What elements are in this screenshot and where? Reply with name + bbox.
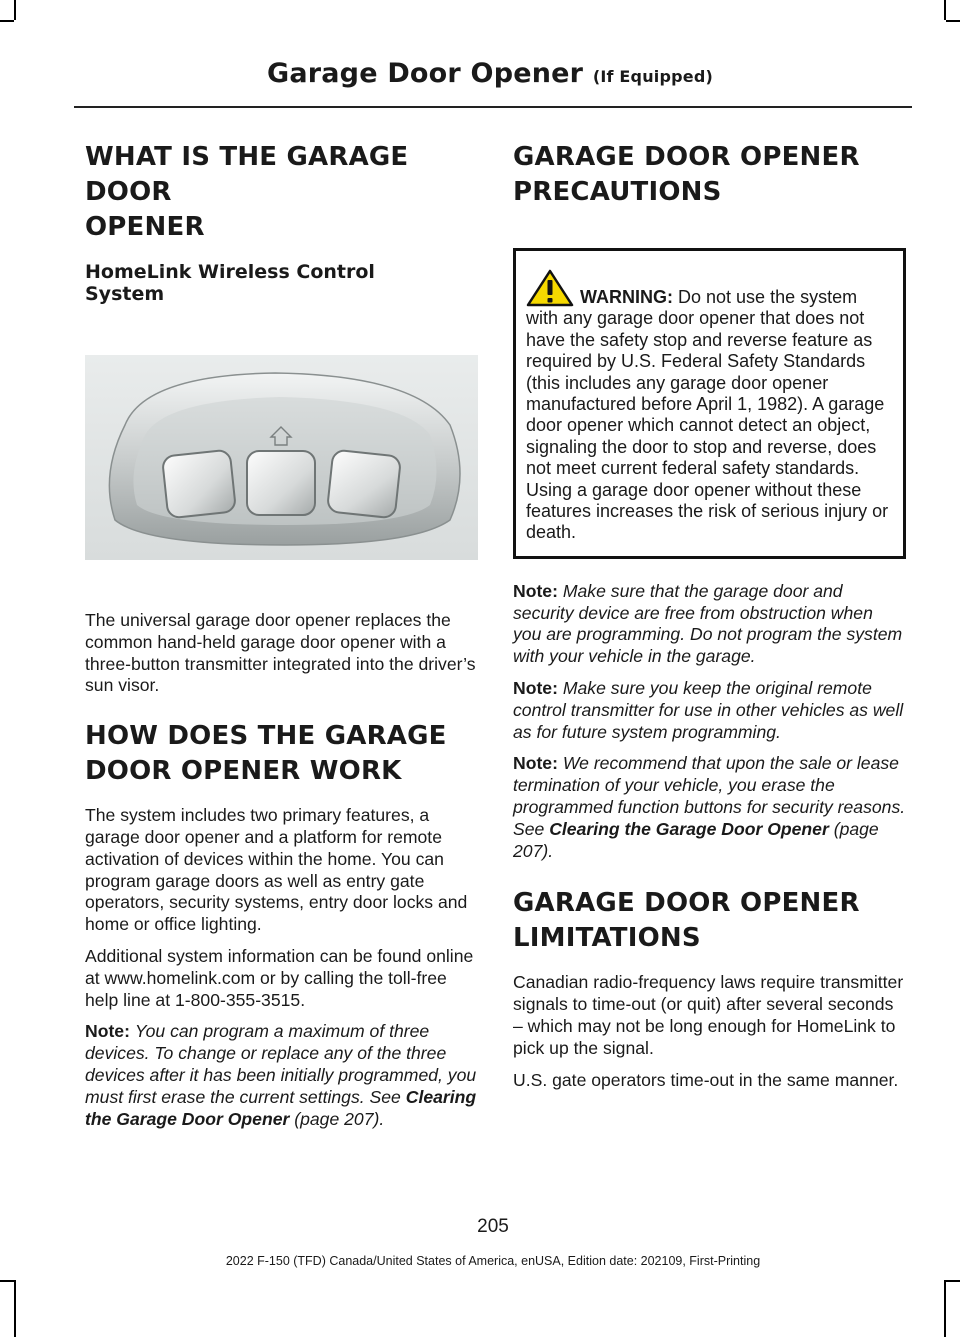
canadian-laws-paragraph: Canadian radio-frequency laws require transmitter signals to time-out (or quit) after several seconds – which may not be long enough for HomeLink to pick up the signal.	[513, 972, 904, 1058]
homelink-transmitter-figure	[85, 355, 478, 560]
warning-triangle-icon	[526, 269, 574, 307]
heading-line: WHAT IS THE GARAGE DOOR	[85, 142, 409, 207]
header-title-text: Garage Door Opener	[266, 58, 584, 89]
crop-mark	[944, 0, 946, 20]
cross-reference-link[interactable]: Clearing the Garage Door Opener	[549, 818, 829, 839]
note-erase-buttons	[513, 753, 906, 862]
warning-box	[513, 248, 906, 559]
warning-paragraph	[526, 269, 893, 544]
note-text: We recommend that upon the sale or lease termination of your vehicle, you erase the programmed function buttons for security reasons. See	[513, 753, 906, 839]
section-heading-precautions	[513, 140, 906, 210]
note-label: Note:	[85, 1021, 130, 1042]
heading-line: GARAGE DOOR OPENER	[513, 142, 860, 172]
features-paragraph: The system includes two primary features, a garage door opener and a platform for remote activation of devices within the home. You can program garage doors as well as entry gate operators, security systems, entry door locks and home or office lighting.	[85, 805, 468, 935]
heading-line: LIMITATIONS	[513, 923, 701, 954]
note-obstruction	[513, 581, 906, 668]
page-header-title	[267, 58, 713, 89]
us-gate-paragraph: U.S. gate operators time-out in the same manner.	[513, 1069, 899, 1090]
intro-paragraph: The universal garage door opener replaces the common hand-held garage door opener with a three-button transmitter integrated into the driver’s sun visor.	[85, 610, 476, 696]
crop-mark	[946, 1280, 960, 1282]
crop-mark	[946, 20, 960, 22]
page-number: 205	[477, 1216, 509, 1237]
homelink-transmitter-icon	[85, 355, 478, 560]
note-max-devices	[85, 1021, 478, 1130]
info-paragraph: Additional system information can be found online at www.homelink.com or by calling the toll-free help line at 1-800-355-3515.	[85, 945, 474, 1010]
note-text: You can program a maximum of three devices. To change or replace any of the three devices after it has been initially programmed, you must first erase the current settings. See	[85, 1021, 477, 1107]
left-column	[85, 140, 478, 1130]
note-keep-transmitter	[513, 678, 906, 743]
crop-mark	[14, 0, 16, 20]
subheading-homelink: HomeLink Wireless Control System	[85, 261, 375, 305]
note-label: Note:	[513, 580, 558, 601]
crop-mark	[0, 20, 14, 22]
heading-line: PRECAUTIONS	[513, 177, 722, 207]
crop-mark	[14, 1280, 16, 1337]
cross-reference-link[interactable]: Clearing the Garage Door Opener	[85, 1086, 477, 1129]
heading-line: OPENER	[85, 212, 205, 242]
heading-line: GARAGE DOOR OPENER	[513, 888, 860, 919]
warning-text: Do not use the system with any garage door opener that does not have the safety stop and reverse feature as required by U.S. Federal Safety Standards (this includes any garage door opener manufactured before April 1, 1982). A garage door opener which cannot detect an object, signaling the door to stop and reverse, does not meet current federal safety standards. Using a garage door opener without these features increases the risk of serious injury or death.	[526, 287, 889, 543]
section-heading-what-is	[85, 140, 478, 245]
header-rule	[74, 106, 912, 108]
note-label: Note:	[513, 678, 558, 699]
page-reference: (page 207).	[294, 1108, 385, 1129]
crop-mark	[944, 1280, 946, 1337]
note-text: Make sure that the garage door and security device are free from obstruction when you are programming. Do not program the system with your vehicle in the garage.	[513, 580, 903, 667]
note-text: Make sure you keep the original remote control transmitter for use in other vehicles as well as for future system programming.	[513, 678, 904, 742]
crop-mark	[0, 1280, 14, 1282]
edition-footer: 2022 F-150 (TFD) Canada/United States of America, enUSA, Edition date: 202109, First-Printing	[225, 1254, 761, 1268]
section-heading-limitations	[513, 886, 906, 956]
heading-line: HOW DOES THE GARAGE	[85, 721, 447, 752]
right-column	[513, 140, 906, 1091]
warning-label: WARNING:	[580, 287, 673, 307]
heading-line: DOOR OPENER WORK	[85, 756, 402, 787]
page-reference: (page 207).	[513, 818, 879, 861]
note-label: Note:	[513, 753, 558, 774]
section-heading-how-does	[85, 719, 478, 789]
header-qualifier: (If Equipped)	[592, 67, 713, 86]
